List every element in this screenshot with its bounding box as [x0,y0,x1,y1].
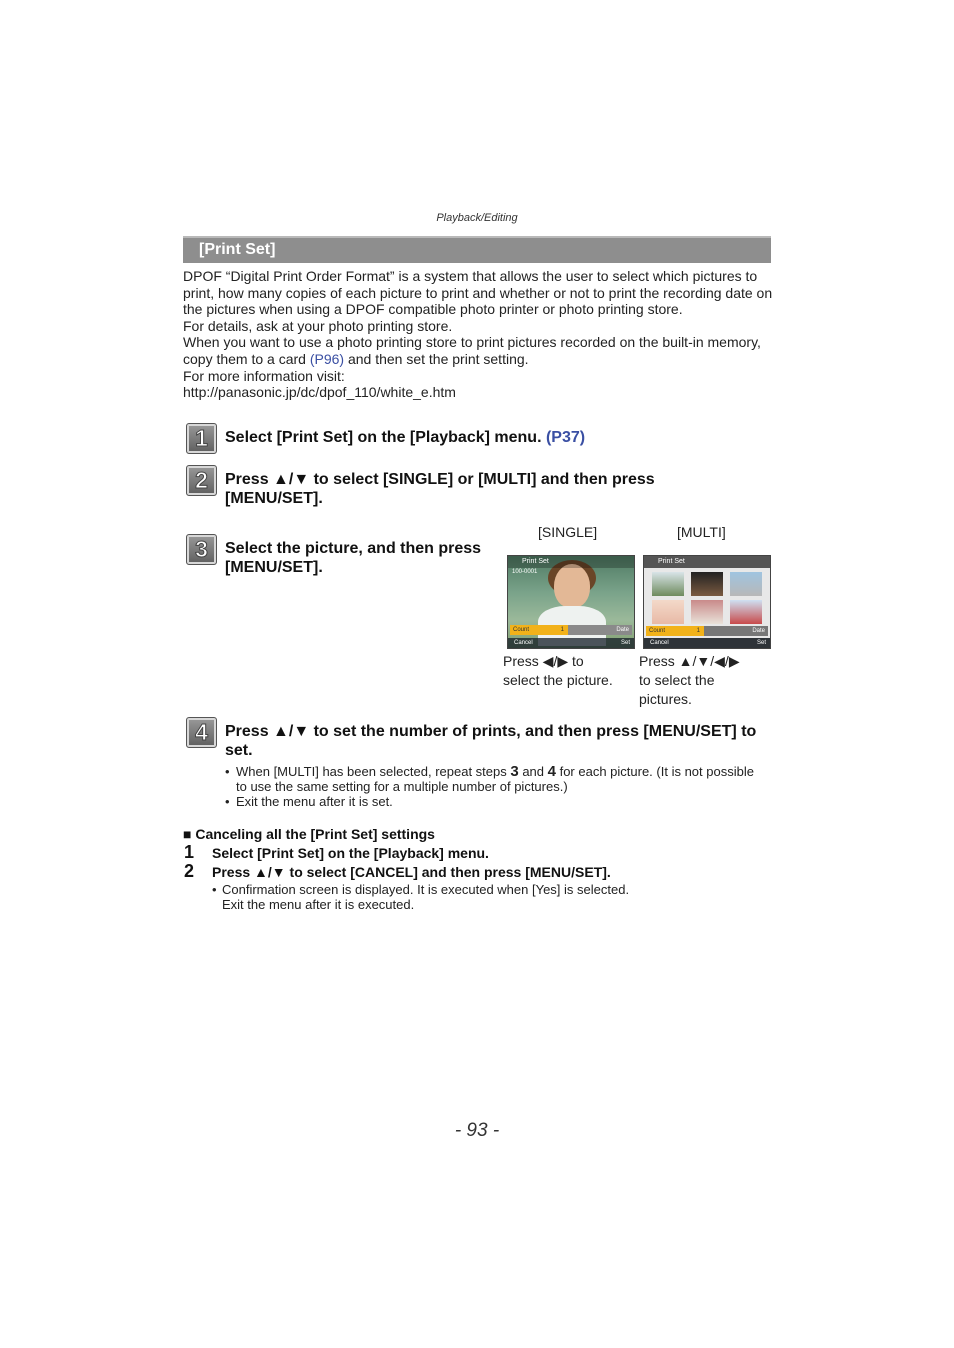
single-count-label: Count 1 [510,625,568,635]
single-caption-line-2: select the picture. [503,672,613,688]
step-2-icon: 2 [186,465,217,496]
step-3-icon: 3 [186,534,217,565]
multi-caption-line-1: Press ▲/▼/◀/▶ [639,653,740,669]
cancel-note-line-1: • Confirmation screen is displayed. It is executed when [Yes] is selected. [212,882,630,897]
section-title: [Print Set] [199,241,276,258]
step-4-bullets [225,764,755,809]
single-cancel-label: Cancel [514,640,533,646]
multi-thumb-5 [691,600,723,624]
multi-thumb-6 [730,600,762,624]
single-file-number: 100-0001 [512,569,538,575]
intro-text [183,268,773,401]
multi-count-bar [646,626,768,636]
single-caption-line-1: Press ◀/▶ to [503,653,584,669]
cancel-note [212,882,772,912]
cancel-step-2-text: Press ▲/▼ to select [CANCEL] and then press [MENU/SET]. [212,864,611,880]
multi-caption-line-2: to select the [639,672,715,688]
cancel-section-heading [183,826,435,842]
step-1-text [225,428,765,447]
intro-url[interactable]: http://panasonic.jp/dc/dpof_110/white_e.htm [183,384,456,401]
single-label: [SINGLE] [538,524,598,540]
cancel-step-2-number: 2 [184,861,195,881]
multi-thumb-2 [691,572,723,596]
multi-date-label: Date [752,628,765,634]
single-screen-title: Print Set [522,558,549,565]
multi-label: [MULTI] [677,524,726,540]
multi-screen-title: Print Set [658,558,685,565]
cancel-step-1-number: 1 [184,842,195,862]
link-p96[interactable]: (P96) [309,350,345,367]
single-top-bar [508,556,634,568]
cancel-step-1-text: Select [Print Set] on the [Playback] menu. [212,845,489,861]
single-date-label: Date [616,627,629,633]
step-4-bullet-2: • Exit the menu after it is set. [225,794,393,809]
multi-count-label: Count 1 [646,626,704,636]
intro-paragraph-4: For more information visit: [183,367,345,384]
step-4-text: Press ▲/▼ to set the number of prints, and then press [MENU/SET] to set. [225,723,757,759]
multi-thumb-4 [652,600,684,624]
step-1-icon: 1 [186,423,217,454]
intro-paragraph-1: DPOF “Digital Print Order Format” is a system that allows the user to select which pictures to print, how many copies of each picture to print and whether or not to print the recording date on the pictures when using a DPOF compatible photo printer or photo printing store. [183,268,773,318]
single-set-label: Set [620,640,630,646]
multi-set-label: Set [756,640,766,646]
multi-caption [639,652,771,709]
intro-p3-text-end: and then set the print setting. [344,350,529,367]
multi-cancel-label: Cancel [650,640,669,646]
cancel-heading-text: Canceling all the [Print Set] settings [195,826,435,842]
section-title-bar [183,236,771,263]
step-4-bullet-1: • When [MULTI] has been selected, repeat steps 3 and 4 for each picture. (It is not possible to use the same setting for a multiple number of pictures.) [225,763,754,794]
step-4-icon: 4 [186,717,217,748]
step-3-text: Select the picture, and then press [MENU/SET]. [225,540,482,576]
multi-thumb-1 [652,572,684,596]
cancel-step-1 [184,842,764,863]
cancel-step-2 [184,861,764,882]
intro-paragraph-2: For details, ask at your photo printing store. [183,317,453,334]
single-caption [503,652,635,690]
multi-screen [643,555,771,649]
square-bullet-icon: ■ [183,826,192,842]
multi-caption-line-3: pictures. [639,691,692,707]
section-header: Playback/Editing [436,212,518,224]
multi-thumb-3 [730,572,762,596]
multi-top-bar [644,556,770,568]
multi-bottom-bar [644,638,770,648]
page-number: - 93 - [454,1120,500,1141]
intro-p3-text: When you want to use a photo printing store to print pictures recorded on the built-in memory, copy them to a card [183,334,761,367]
step-1-label: Select [Print Set] on the [Playback] menu. [225,429,546,446]
portrait-face [554,564,590,608]
cancel-note-line-2: Exit the menu after it is executed. [222,897,415,912]
step-2-text: Press ▲/▼ to select [SINGLE] or [MULTI] and then press [MENU/SET]. [225,471,655,507]
single-bottom-bar [508,638,634,648]
link-p37[interactable]: (P37) [545,429,586,446]
single-screen [507,555,635,649]
intro-paragraph-3 [183,334,773,367]
single-count-bar [510,625,632,635]
